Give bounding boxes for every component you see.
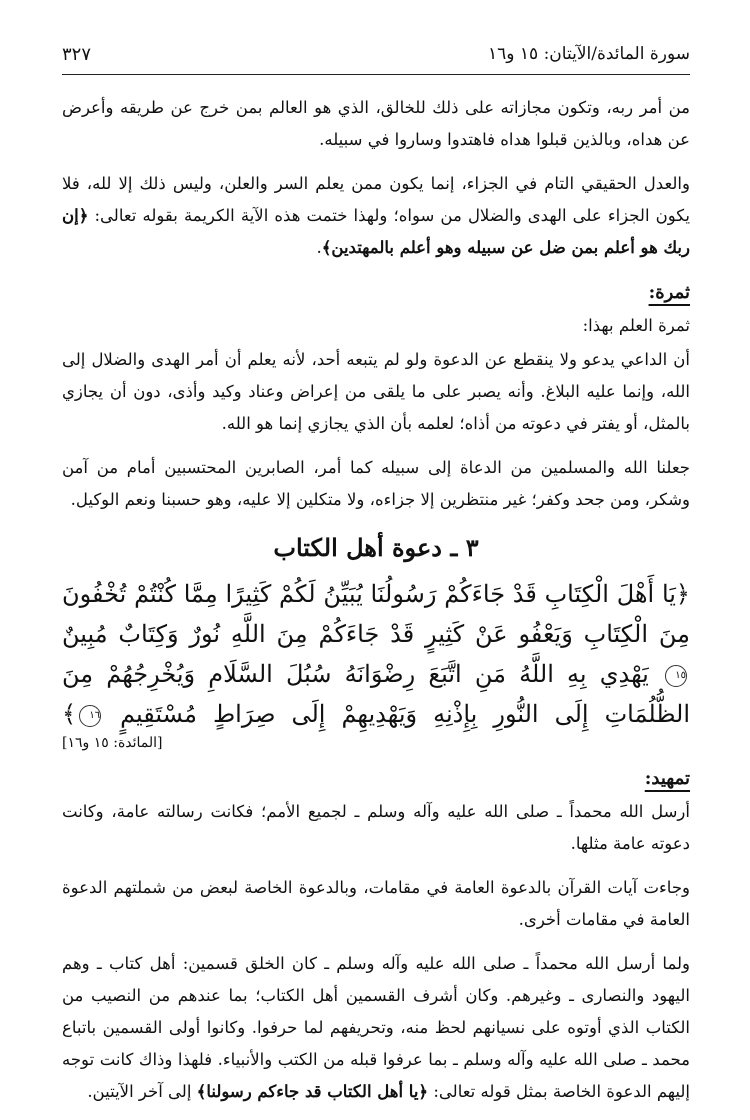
page-body xyxy=(62,92,690,1120)
verse-reference: [المائدة: ١٥ و١٦] xyxy=(62,735,163,751)
quran-quote: ﴿إن ربك هو أعلم بمن ضل عن سبيله وهو أعلم بالمهتدين﴾ xyxy=(62,206,690,257)
section-title: ٣ ـ دعوة أهل الكتاب xyxy=(273,533,479,562)
paragraph-2-end: . xyxy=(316,238,322,257)
fruit-heading: ثمرة: xyxy=(648,282,690,303)
intro-heading: تمهيد: xyxy=(644,768,690,789)
paragraph-7 xyxy=(62,948,690,1108)
verse-reference-row xyxy=(62,732,690,754)
paragraph-7-text: ولما أرسل الله محمداً ـ صلى الله عليه وآله وسلم ـ كان الخلق قسمين: أهل كتاب ـ وهم اليهود والنصارى ـ وغيرهم. وكان أشرف القسمين أهل الكتاب؛ بما عندهم من النصيب من الكتاب الذي أوتوه على نسيانهم لحظ منه، وتحريفهم لما حرفوا. وكانوا أولى القسمين باتباع محمد ـ صلى الله عليه وآله وسلم ـ بما عرفوا قبله من الكتب والأنبياء. فلهذا وذاك كانت توجه إليهم الدعوة الخاصة بمثل قوله تعالى: xyxy=(62,954,690,1101)
quran-quote-2: ﴿يا أهل الكتاب قد جاءكم رسولنا﴾ xyxy=(196,1082,429,1101)
paragraph-3: أن الداعي يدعو ولا ينقطع عن الدعوة ولو لم يتبعه أحد، لأنه يعلم أن أمر الهدى والضلال إلى الله، وإنما عليه البلاغ. وأنه يصبر على ما يلقى من إعراض وعناد وكيد وأذى، دون أن يجازي بالمثل، أو يفتر في دعوته من أذاه؛ لعلمه بأن الذي يجازي إنما هو الله. xyxy=(62,350,690,433)
ayah-number-15: ١٥ xyxy=(665,665,687,687)
verse-part-2: يَهْدِي بِهِ اللَّهُ مَنِ اتَّبَعَ رِضْوَانَهُ سُبُلَ السَّلَامِ وَيُخْرِجُهُمْ مِنَ الظُّلُمَاتِ إِلَى النُّورِ بِإِذْنِهِ وَيَهْدِيهِمْ إِلَى صِرَاطٍ مُسْتَقِيمٍ xyxy=(62,660,690,728)
paragraph-4: جعلنا الله والمسلمين من الدعاة إلى سبيله كما أمر، الصابرين المحتسبين أمام من آمن وشكر، ومن جحد وكفر؛ غير منتظرين إلا جزاءه، ولا متكلين إلا عليه، وهو حسبنا ونعم الوكيل. xyxy=(62,458,690,509)
paragraph-7-end: إلى آخر الآيتين. xyxy=(87,1082,197,1101)
paragraph-6: وجاءت آيات القرآن بالدعوة العامة في مقامات، وبالدعوة الخاصة لبعض من شملتهم الدعوة العامة في مقامات أخرى. xyxy=(62,878,690,929)
paragraph-2 xyxy=(62,168,690,264)
verse-text xyxy=(62,574,690,734)
paragraph-1: من أمر ربه، وتكون مجازاته على ذلك للخالق، الذي هو العالم بمن خرج عن طريقه وأعرض عن هداه، وبالذين قبلوا هداه فاهتدوا وساروا في سبيله. xyxy=(62,98,690,149)
verse-close: ﴾ xyxy=(62,700,77,728)
ayah-number-16: ١٦ xyxy=(79,705,101,727)
fruit-intro: ثمرة العلم بهذا: xyxy=(582,316,690,335)
paragraph-2-text: والعدل الحقيقي التام في الجزاء، إنما يكون ممن يعلم السر والعلن، وليس ذلك إلا لله، فلا يكون الجزاء على الهدى والضلال من سواه؛ ولهذا ختمت هذه الآية الكريمة بقوله تعالى: xyxy=(62,174,690,225)
verse-part-1: ﴿يَا أَهْلَ الْكِتَابِ قَدْ جَاءَكُمْ رَسُولُنَا يُبَيِّنُ لَكُمْ كَثِيرًا مِمَّا كُنْتُمْ تُخْفُونَ مِنَ الْكِتَابِ وَيَعْفُو عَنْ كَثِيرٍ قَدْ جَاءَكُمْ مِنَ اللَّهِ نُورٌ وَكِتَابٌ مُبِينٌ xyxy=(62,580,690,648)
quran-verse-block xyxy=(62,574,690,734)
paragraph-5: أرسل الله محمداً ـ صلى الله عليه وآله وسلم ـ لجميع الأمم؛ فكانت رسالته عامة، وكانت دعوته عامة مثلها. xyxy=(62,802,690,853)
page-number: ٣٢٧ xyxy=(62,44,92,65)
header-title: سورة المائدة/الآيتان: ١٥ و١٦ xyxy=(488,44,690,64)
running-header xyxy=(62,40,690,75)
